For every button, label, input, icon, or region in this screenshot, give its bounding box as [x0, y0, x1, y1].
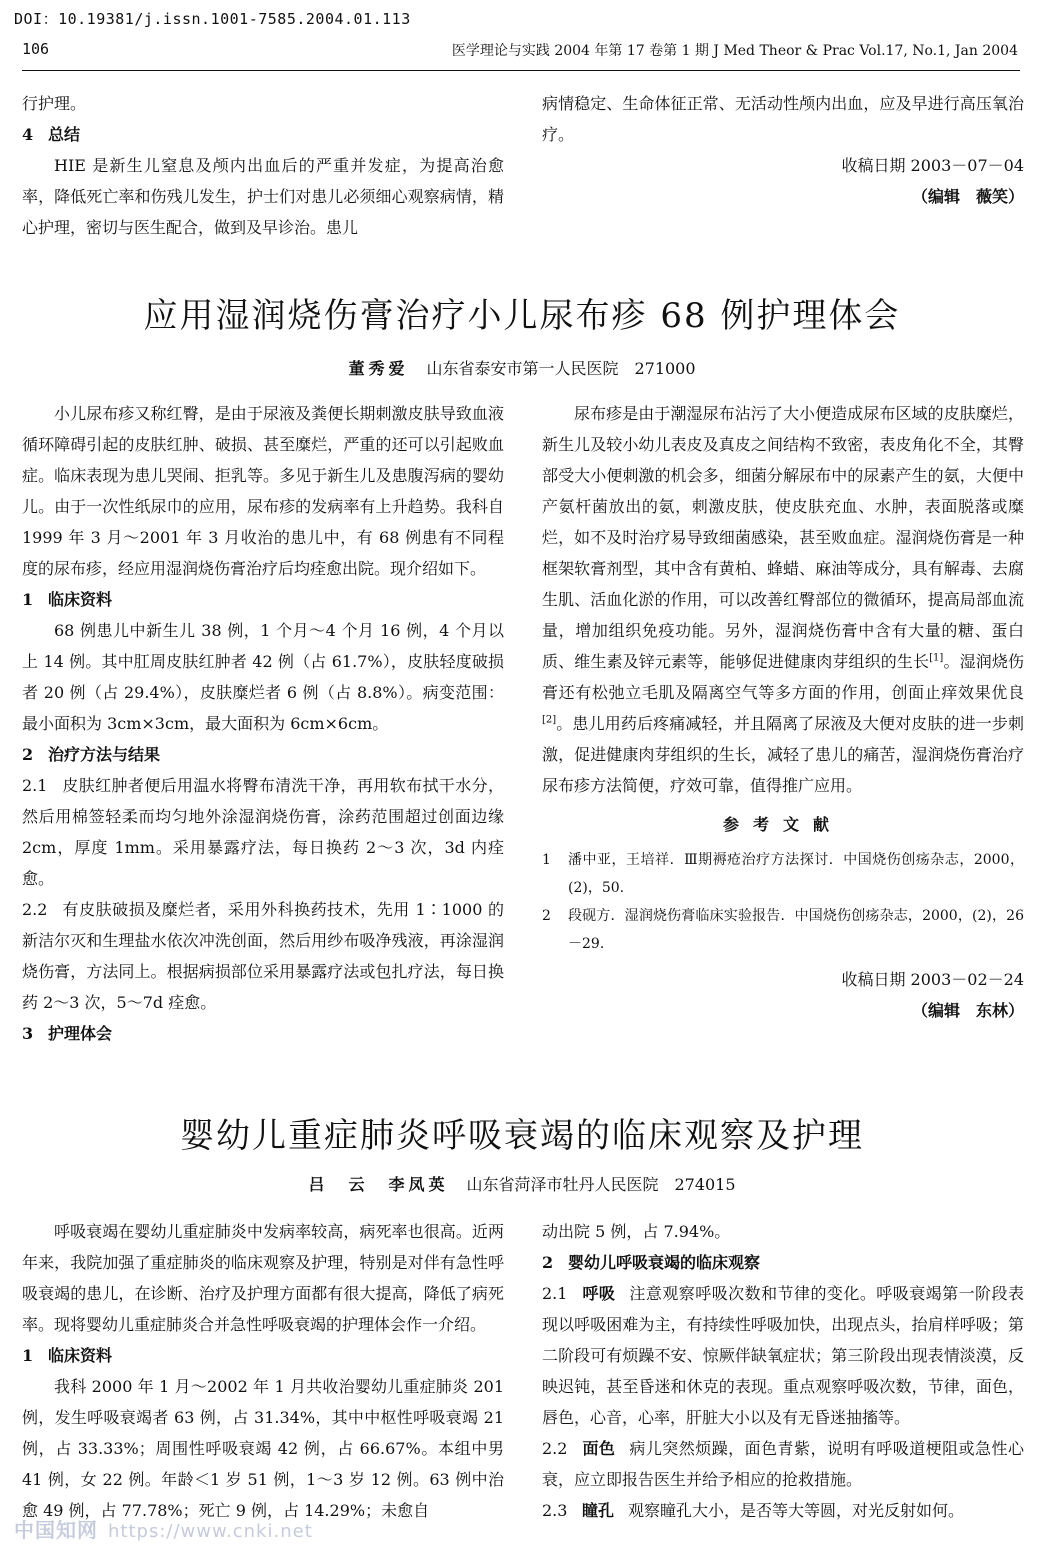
prev-heading-num: 4 [22, 125, 34, 144]
article2-section2-3 [542, 1495, 1024, 1526]
watermark-brand: 中国知网 [14, 1518, 98, 1542]
article1-editor: （编辑 东林） [911, 1001, 1024, 1020]
doi: DOI：10.19381/j.issn.1001-7585.2004.01.113 [14, 10, 411, 28]
article2-continuation: 动出院 5 例，占 7.94%。 [542, 1222, 731, 1241]
article1-author: 董秀爱 [348, 359, 409, 378]
subsection-number: 2.2 [22, 900, 48, 919]
page-number: 106 [22, 40, 50, 58]
header-rule [22, 70, 1020, 71]
article1-section2-2 [22, 894, 504, 1018]
citation-1[interactable]: [1] [929, 652, 944, 664]
subsection-number: 2.1 [542, 1284, 568, 1303]
cnki-watermark [14, 1514, 313, 1543]
reference-item [542, 902, 1024, 958]
article2-affiliation: 山东省菏泽市牡丹人民医院 274015 [466, 1175, 736, 1194]
subsection-label: 瞳孔 [582, 1501, 615, 1520]
subsection-label: 面色 [582, 1439, 616, 1458]
section-number: 1 [22, 590, 34, 609]
section-number: 2 [22, 745, 34, 764]
prev-editor: （编辑 薇笑） [911, 187, 1024, 206]
prev-paragraph: HIE 是新生儿窒息及颅内出血后的严重并发症，为提高治愈率，降低死亡率和伤残儿发生，护士们对患儿必须细心观察病情，精心护理，密切与医生配合，做到及早诊治。患儿 [22, 156, 504, 237]
section-title: 临床资料 [48, 1346, 113, 1365]
article2-intro: 呼吸衰竭在婴幼儿重症肺炎中发病率较高，病死率也很高。近两年来，我院加强了重症肺炎的临床观察及护理，特别是对伴有急性呼吸衰竭的患儿，在诊断、治疗及护理方面都有很大提高，降低了病死率。现将婴幼儿重症肺炎合并急性呼吸衰竭的护理体会作一介绍。 [22, 1222, 504, 1334]
article1-title: 应用湿润烧伤膏治疗小儿尿布疹 68 例护理体会 [143, 296, 901, 336]
article2-title: 婴幼儿重症肺炎呼吸衰竭的临床观察及护理 [180, 1116, 864, 1156]
prev-heading-text: 总结 [48, 125, 81, 144]
article1-intro: 小儿尿布疹又称红臀，是由于尿液及粪便长期刺激皮肤导致血液循环障碍引起的皮肤红肿、破损、甚至糜烂，严重的还可以引起败血症。临床表现为患儿哭闹、拒乳等。多见于新生儿及患腹泻病的婴幼儿。由于一次性纸尿巾的应用，尿布疹的发病率有上升趋势。我科自 1999 年 3 月～2001 年 3 月收治的患儿中，有 68 例患有不同程度的尿布疹，经应用湿润烧伤膏治疗后均痊愈出院。现介绍如下。 [22, 404, 504, 578]
subsection-text: 有皮肤破损及糜烂者，采用外科换药技术，先用 1∶1000 的新洁尔灭和生理盐水依次冲洗创面，然后用纱布吸净残液，再涂湿润烧伤膏，方法同上。根据病损部位采用暴露疗法或包扎疗法，每日换药 2～3 次，5～7d 痊愈。 [22, 900, 504, 1012]
prev-article-left [22, 88, 504, 243]
section-number: 2 [542, 1253, 554, 1272]
article1-byline [0, 356, 1044, 379]
subsection-label: 呼吸 [582, 1284, 616, 1303]
section-title: 护理体会 [48, 1024, 113, 1043]
prev-article-right [542, 88, 1024, 212]
reference-text: 段砚方．湿润烧伤膏临床实验报告．中国烧伤创疡杂志，2000，(2)，26－29. [568, 908, 1024, 952]
watermark-url[interactable]: https://www.cnki.net [108, 1521, 313, 1542]
article2-section2-1 [542, 1278, 1024, 1433]
discussion-part-b: 。湿润烧伤膏还有松弛立毛肌及隔离空气等多方面的作用，创面止痒效果优良 [542, 652, 1024, 702]
reference-item [542, 846, 1024, 902]
discussion-part-a: 尿布疹是由于潮湿尿布沾污了大小便造成尿布区域的皮肤糜烂，新生儿及较小幼儿表皮及真皮之间结构不致密，表皮角化不全，其臀部受大小便刺激的机会多，细菌分解尿布中的尿素产生的氨，大便中产氨杆菌放出的氨，刺激皮肤，使皮肤充血、水肿，表面脱落或糜烂，如不及时治疗易导致细菌感染，甚至败血症。湿润烧伤膏是一种框架软膏剂型，其中含有黄柏、蜂蜡、麻油等成分，具有解毒、去腐生肌、活血化淤的作用，可以改善红臀部位的微循环，提高局部血流量，增加组织免疫功能。另外，湿润烧伤膏中含有大量的糖、蛋白质、维生素及锌元素等，能够促进健康肉芽组织的生长 [542, 404, 1024, 671]
prev-received-date: 收稿日期 2003－07－04 [841, 156, 1024, 175]
section-number: 3 [22, 1024, 34, 1043]
citation-2[interactable]: [2] [542, 714, 557, 726]
article2-section2-2 [542, 1433, 1024, 1495]
running-title: 医学理论与实践 2004 年第 17 卷第 1 期 J Med Theor & Prac Vol.17, No.1, Jan 2004 [451, 43, 1018, 59]
subsection-number: 2.2 [542, 1439, 568, 1458]
article2-byline [0, 1172, 1044, 1195]
article2-section2-heading [542, 1247, 1024, 1278]
article2-section1-heading [22, 1340, 504, 1371]
article1-section2-1 [22, 770, 504, 894]
section-title: 婴幼儿呼吸衰竭的临床观察 [568, 1253, 761, 1272]
article2-section1-text: 我科 2000 年 1 月～2002 年 1 月共收治婴幼儿重症肺炎 201 例，发生呼吸衰竭者 63 例，占 31.34%，其中中枢性呼吸衰竭 21 例，占 33.33%；周围性呼吸衰竭 42 例，占 66.67%。本组中男 41 例，女 22 例。年龄＜1 岁 51 例，1～3 岁 12 例。63 例中治愈 49 例，占 77.78%；死亡 9 例，占 14.29%；未愈自 [22, 1377, 504, 1520]
references-heading: 参考文献 [722, 815, 843, 834]
subsection-text: 观察瞳孔大小，是否等大等圆，对光反射如何。 [628, 1501, 965, 1520]
discussion-part-c: 。患儿用药后疼痛减轻，并且隔离了尿液及大便对皮肤的进一步刺激，促进健康肉芽组织的生长，减轻了患儿的痛苦，湿润烧伤膏治疗尿布疹方法简便，疗效可靠，值得推广应用。 [542, 714, 1024, 795]
prev-left-line: 行护理。 [22, 94, 87, 113]
article1-section2-heading [22, 739, 504, 770]
subsection-text: 病儿突然烦躁，面色青紫，说明有呼吸道梗阻或急性心衰，应立即报告医生并给予相应的抢救措施。 [542, 1439, 1024, 1489]
article1-right-column [542, 398, 1024, 1026]
article2-authors: 吕 云 李凤英 [308, 1175, 449, 1194]
article1-section1-text: 68 例患儿中新生儿 38 例，1 个月～4 个月 16 例，4 个月以上 14 例。其中肛周皮肤红肿者 42 例（占 61.7%），皮肤轻度破损者 20 例（占 29.4%），皮肤糜烂者 6 例（占 8.8%）。病变范围：最小面积为 3cm×3cm，最大面积为 6cm×6cm。 [22, 621, 504, 733]
article2-left-column [22, 1216, 504, 1526]
subsection-number: 2.3 [542, 1501, 568, 1520]
subsection-text: 皮肤红肿者便后用温水将臀布清洗干净，再用软布拭干水分，然后用棉签轻柔而均匀地外涂湿润烧伤膏，涂药范围超过创面边缘 2cm，厚度 1mm。采用暴露疗法，每日换药 2～3 次，3d 内痊愈。 [22, 776, 504, 888]
article1-discussion [542, 398, 1024, 801]
prev-heading [22, 119, 504, 150]
article1-section1-heading [22, 584, 504, 615]
article1-affiliation: 山东省泰安市第一人民医院 271000 [426, 359, 696, 378]
section-title: 治疗方法与结果 [48, 745, 161, 764]
article1-section3-heading [22, 1018, 504, 1049]
subsection-number: 2.1 [22, 776, 48, 795]
section-title: 临床资料 [48, 590, 113, 609]
reference-number: 1 [542, 852, 551, 868]
reference-number: 2 [542, 908, 551, 924]
article1-left-column [22, 398, 504, 1049]
article2-right-column [542, 1216, 1024, 1526]
subsection-text: 注意观察呼吸次数和节律的变化。呼吸衰竭第一阶段表现以呼吸困难为主，有持续性呼吸加快，出现点头，抬肩样呼吸；第二阶段可有烦躁不安、惊厥伴缺氧症状；第三阶段出现表情淡漠，反映迟钝，甚至昏迷和休克的表现。重点观察呼吸次数，节律，面色，唇色，心音，心率，肝脏大小以及有无昏迷抽搐等。 [542, 1284, 1024, 1427]
reference-text: 潘中亚，王培祥．Ⅲ期褥疮治疗方法探讨．中国烧伤创疡杂志，2000，(2)，50. [568, 852, 1024, 896]
section-number: 1 [22, 1346, 34, 1365]
prev-right-paragraph: 病情稳定、生命体征正常、无活动性颅内出血，应及早进行高压氧治疗。 [542, 94, 1024, 144]
article1-received-date: 收稿日期 2003－02－24 [841, 970, 1024, 989]
